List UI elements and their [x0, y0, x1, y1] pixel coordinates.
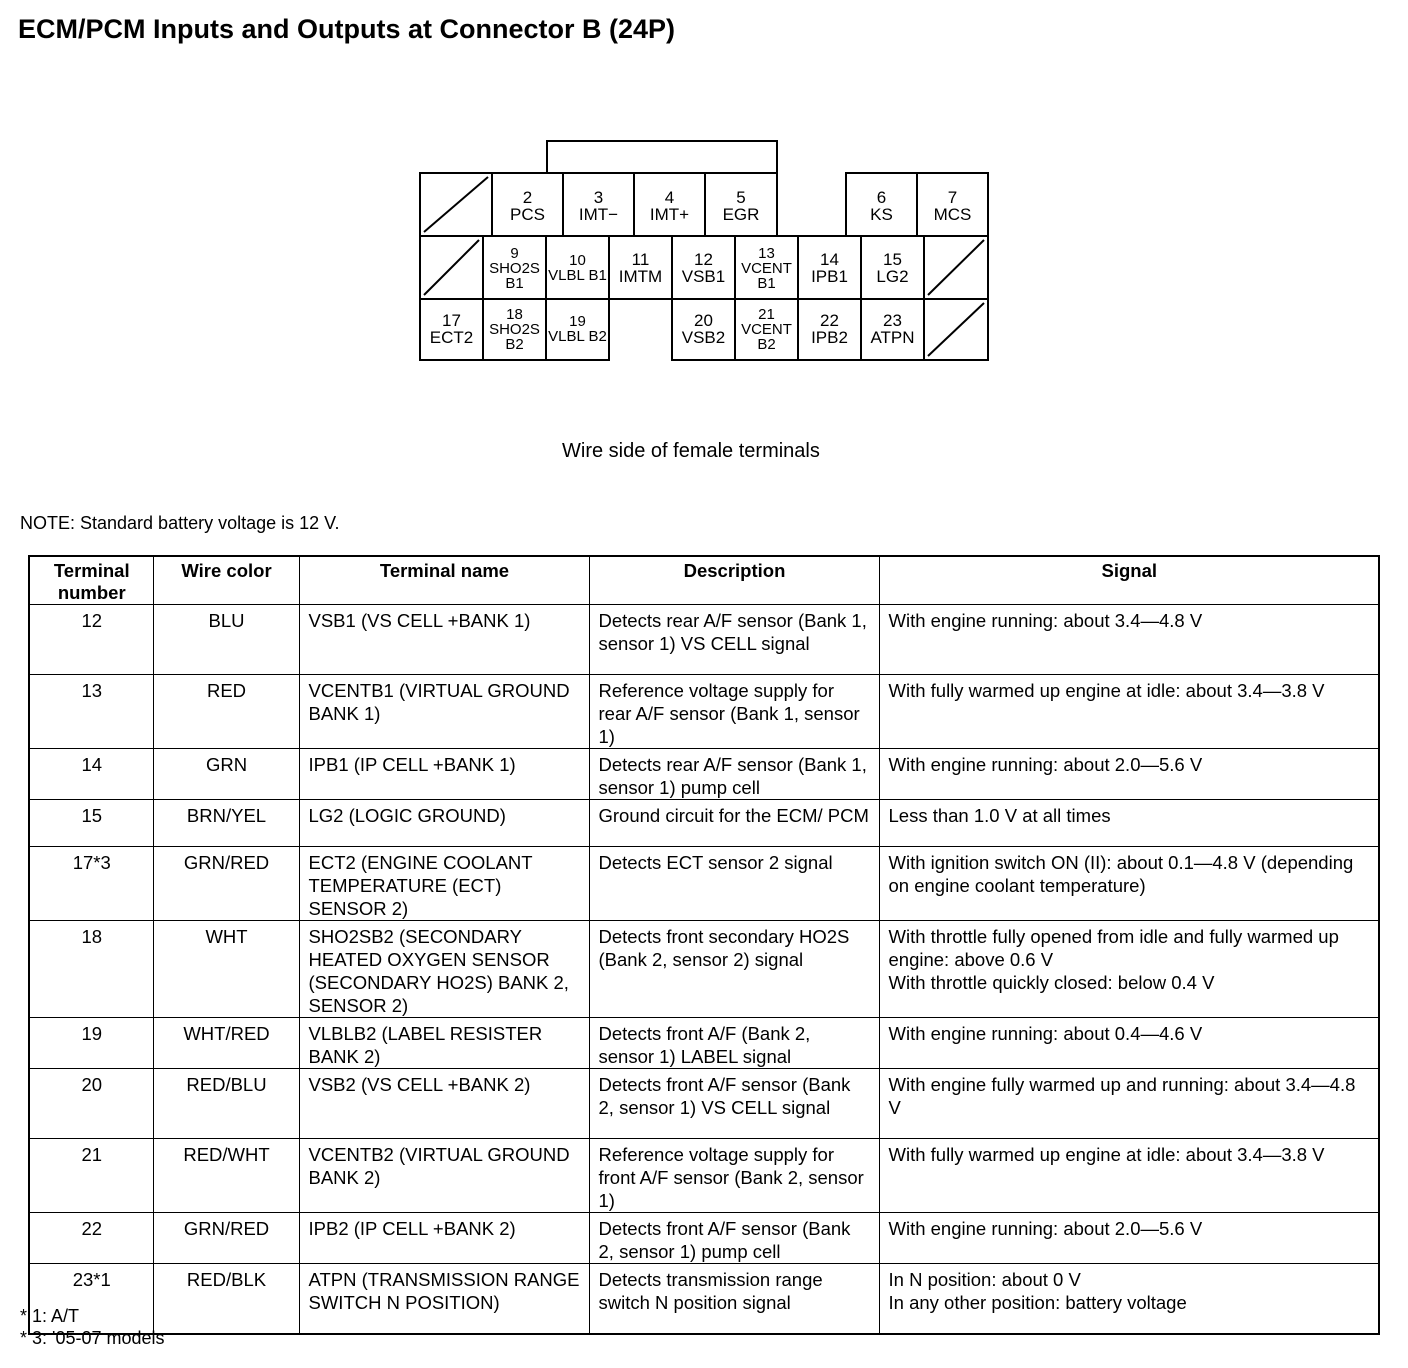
diagram-caption: Wire side of female terminals: [562, 440, 820, 462]
pin-21: [735, 300, 798, 358]
pin-name: IMT−: [578, 205, 619, 224]
table-header-row: [29, 556, 1379, 605]
description-cell: Reference voltage supply for rear A/F sensor (Bank 1, sensor 1): [589, 675, 879, 749]
pin-number: 5: [736, 188, 746, 207]
table-row: [29, 1139, 1379, 1213]
header-wire-color: Wire color: [153, 556, 299, 605]
terminal-name-cell: VCENTB2 (VIRTUAL GROUND BANK 2): [299, 1139, 589, 1213]
pin-22: [798, 300, 861, 358]
pin-number: 18: [506, 305, 523, 323]
pin-number: 21: [758, 305, 775, 323]
table-row: [29, 847, 1379, 921]
pin-2: [492, 180, 563, 232]
pin-name: KS: [870, 205, 893, 224]
signal-cell: With engine running: about 2.0—5.6 V: [879, 749, 1379, 800]
wire-color-cell: RED/WHT: [153, 1139, 299, 1213]
pin-number: 12: [694, 250, 713, 269]
pin-number: 14: [820, 250, 839, 269]
signal-cell: With fully warmed up engine at idle: about 3.4—3.8 V: [879, 1139, 1379, 1213]
terminal-cell: 12: [29, 605, 153, 675]
signal-cell: Less than 1.0 V at all times: [879, 800, 1379, 847]
header-terminal-name: Terminal name: [299, 556, 589, 605]
description-cell: Detects rear A/F sensor (Bank 1, sensor 1) VS CELL signal: [589, 605, 879, 675]
pin-15: [861, 238, 924, 298]
signal-cell: With fully warmed up engine at idle: about 3.4—3.8 V: [879, 675, 1379, 749]
terminal-name-cell: ECT2 (ENGINE COOLANT TEMPERATURE (ECT) SENSOR 2): [299, 847, 589, 921]
table-row: [29, 1018, 1379, 1069]
description-cell: Detects front A/F (Bank 2, sensor 1) LABEL signal: [589, 1018, 879, 1069]
description-cell: Detects front secondary HO2S (Bank 2, sensor 2) signal: [589, 921, 879, 1018]
wire-color-cell: WHT/RED: [153, 1018, 299, 1069]
pin-name: SHO2S B1: [489, 259, 540, 292]
table-row: [29, 1213, 1379, 1264]
table-row: [29, 921, 1379, 1018]
header-signal: Signal: [879, 556, 1379, 605]
pin-3: [563, 180, 634, 232]
wire-color-cell: GRN/RED: [153, 1213, 299, 1264]
pin-number: 3: [593, 188, 604, 207]
pin-number: 17: [442, 311, 461, 330]
description-cell: Detects ECT sensor 2 signal: [589, 847, 879, 921]
pin-12: [672, 238, 735, 298]
pin-number: 10: [569, 252, 586, 269]
description-cell: Detects rear A/F sensor (Bank 1, sensor 1) pump cell: [589, 749, 879, 800]
pin-number: 6: [876, 188, 887, 207]
pin-6: [846, 180, 917, 232]
terminal-cell: 15: [29, 800, 153, 847]
pin-13: [735, 238, 798, 298]
pin-number: 13: [758, 244, 775, 262]
description-cell: Reference voltage supply for front A/F sensor (Bank 2, sensor 1): [589, 1139, 879, 1213]
pin-14: [798, 238, 861, 298]
wire-color-cell: BLU: [153, 605, 299, 675]
connector-diagram: [0, 0, 1408, 420]
pin-name: PCS: [510, 205, 545, 224]
pin-4: [634, 180, 705, 232]
terminal-name-cell: LG2 (LOGIC GROUND): [299, 800, 589, 847]
description-cell: Detects transmission range switch N position signal: [589, 1264, 879, 1334]
signal-cell: With throttle fully opened from idle and fully warmed up engine: above 0.6 V With throttle quickly closed: below 0.4 V: [879, 921, 1379, 1018]
footnote-3: * 3: '05-07 models: [20, 1328, 165, 1348]
terminal-name-cell: ATPN (TRANSMISSION RANGE SWITCH N POSITION): [299, 1264, 589, 1334]
terminal-table: [28, 555, 1380, 1335]
header-description: Description: [589, 556, 879, 605]
terminal-name-cell: IPB1 (IP CELL +BANK 1): [299, 749, 589, 800]
table-row: [29, 675, 1379, 749]
terminal-cell: 19: [29, 1018, 153, 1069]
terminal-name-cell: VSB2 (VS CELL +BANK 2): [299, 1069, 589, 1139]
terminal-name-cell: VSB1 (VS CELL +BANK 1): [299, 605, 589, 675]
table-row: [29, 1264, 1379, 1334]
signal-cell: With engine running: about 0.4—4.6 V: [879, 1018, 1379, 1069]
pin-number: 20: [694, 311, 713, 330]
pin-number: 19: [569, 313, 586, 330]
description-cell: Detects front A/F sensor (Bank 2, sensor 1) VS CELL signal: [589, 1069, 879, 1139]
footnotes: [20, 1305, 165, 1349]
pin-name: VLBL B2: [548, 328, 607, 345]
wire-color-cell: RED: [153, 675, 299, 749]
pin-number: 22: [820, 311, 839, 330]
terminal-cell: 17*3: [29, 847, 153, 921]
pin-5: [705, 180, 777, 232]
wire-color-cell: GRN: [153, 749, 299, 800]
terminal-name-cell: VCENTB1 (VIRTUAL GROUND BANK 1): [299, 675, 589, 749]
voltage-note: NOTE: Standard battery voltage is 12 V.: [20, 513, 340, 533]
terminal-cell: 23*1: [29, 1264, 153, 1334]
pin-name: VSB2: [681, 328, 726, 347]
pin-number: 7: [947, 188, 958, 207]
wire-color-cell: GRN/RED: [153, 847, 299, 921]
pin-11: [609, 238, 672, 298]
pin-name: IPB2: [811, 328, 848, 347]
pin-name: VCENT B1: [741, 259, 792, 292]
page-title: ECM/PCM Inputs and Outputs at Connector B (24P): [18, 14, 676, 44]
pin-23: [861, 300, 924, 358]
pin-7: [917, 180, 988, 232]
terminal-cell: 22: [29, 1213, 153, 1264]
signal-cell: With ignition switch ON (II): about 0.1—4.8 V (depending on engine coolant temperature): [879, 847, 1379, 921]
pin-name: IMT+: [649, 205, 690, 224]
pin-9: [483, 238, 546, 298]
pin-10: [546, 238, 609, 298]
terminal-name-cell: IPB2 (IP CELL +BANK 2): [299, 1213, 589, 1264]
terminal-cell: 18: [29, 921, 153, 1018]
terminal-cell: 21: [29, 1139, 153, 1213]
pin-name: LG2: [876, 267, 909, 286]
pin-name: VSB1: [681, 267, 726, 286]
signal-cell: In N position: about 0 V In any other position: battery voltage: [879, 1264, 1379, 1334]
wire-color-cell: RED/BLK: [153, 1264, 299, 1334]
signal-cell: With engine fully warmed up and running: about 3.4—4.8 V: [879, 1069, 1379, 1139]
pin-name: IPB1: [811, 267, 848, 286]
pin-name: IMTM: [618, 267, 663, 286]
table-row: [29, 1069, 1379, 1139]
pin-17: [420, 300, 483, 358]
pin-name: MCS: [933, 205, 972, 224]
pin-name: VLBL B1: [548, 267, 607, 284]
description-cell: Ground circuit for the ECM/ PCM: [589, 800, 879, 847]
terminal-name-cell: SHO2SB2 (SECONDARY HEATED OXYGEN SENSOR (SECONDARY HO2S) BANK 2, SENSOR 2): [299, 921, 589, 1018]
pin-18: [483, 300, 546, 358]
table-row: [29, 749, 1379, 800]
footnote-1: * 1: A/T: [20, 1306, 80, 1326]
terminal-name-cell: VLBLB2 (LABEL RESISTER BANK 2): [299, 1018, 589, 1069]
pin-20: [672, 300, 735, 358]
pin-number: 23: [883, 311, 902, 330]
table-row: [29, 800, 1379, 847]
pin-number: 11: [631, 250, 650, 269]
wire-color-cell: RED/BLU: [153, 1069, 299, 1139]
signal-cell: With engine running: about 2.0—5.6 V: [879, 1213, 1379, 1264]
terminal-cell: 20: [29, 1069, 153, 1139]
pin-number: 2: [522, 188, 533, 207]
terminal-cell: 13: [29, 675, 153, 749]
pin-name: EGR: [722, 205, 760, 224]
terminal-cell: 14: [29, 749, 153, 800]
pin-number: 15: [883, 250, 902, 269]
pin-name: SHO2S B2: [489, 320, 540, 353]
pin-number: 4: [664, 188, 675, 207]
pin-name: ATPN: [870, 328, 915, 347]
pin-19: [546, 300, 609, 358]
signal-cell: With engine running: about 3.4—4.8 V: [879, 605, 1379, 675]
pin-number: 9: [510, 244, 519, 262]
pin-name: ECT2: [429, 328, 474, 347]
table-row: [29, 605, 1379, 675]
header-terminal-number: Terminal number: [29, 556, 153, 605]
wire-color-cell: WHT: [153, 921, 299, 1018]
description-cell: Detects front A/F sensor (Bank 2, sensor 1) pump cell: [589, 1213, 879, 1264]
wire-color-cell: BRN/YEL: [153, 800, 299, 847]
pin-name: VCENT B2: [741, 320, 792, 353]
